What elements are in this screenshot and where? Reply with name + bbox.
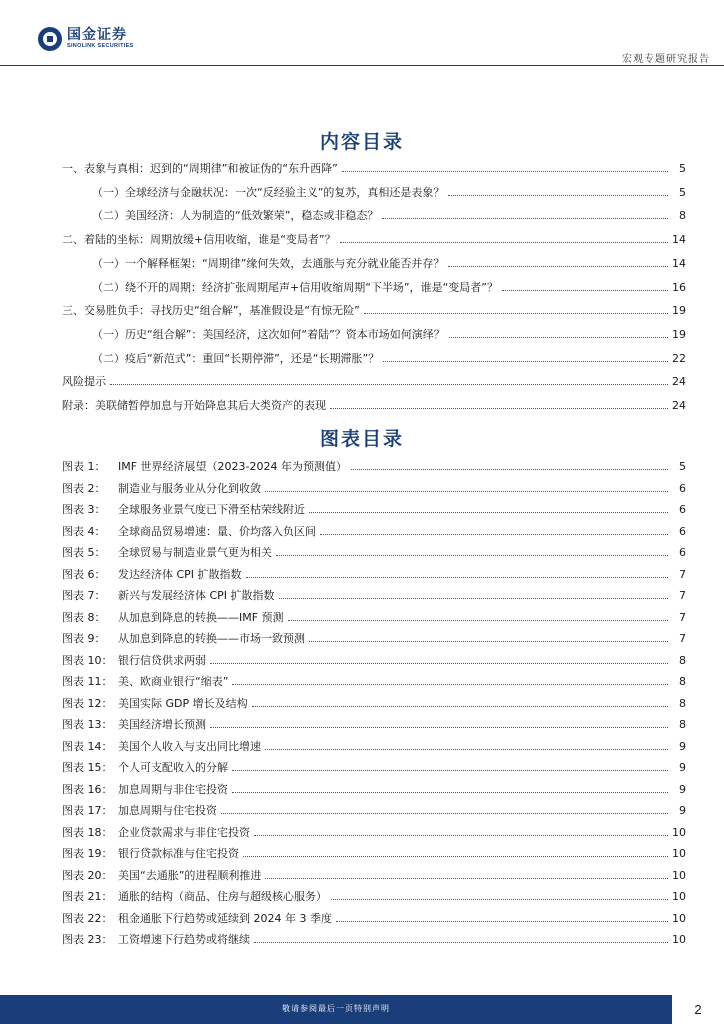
toc-entry-title: （一）历史“组合解”：美国经济，这次如何“着陆”？资本市场如何演绎？ xyxy=(92,327,445,341)
toc-entry[interactable] xyxy=(62,231,686,247)
figure-label: 图表 23： xyxy=(62,933,113,946)
dot-leader xyxy=(340,242,668,243)
figure-page: 6 xyxy=(679,481,686,495)
figure-label: 图表 14： xyxy=(62,739,113,753)
figure-entry[interactable] xyxy=(62,695,686,711)
dot-leader xyxy=(210,727,668,728)
figure-label: 图表 19： xyxy=(62,847,113,860)
dot-leader xyxy=(276,555,668,556)
dot-leader xyxy=(382,218,668,219)
figure-page: 8 xyxy=(679,675,686,688)
dot-leader xyxy=(309,512,668,513)
figure-title: 银行信贷供求两弱 xyxy=(118,653,206,667)
figure-title: 全球贸易与制造业景气更为相关 xyxy=(118,546,272,559)
toc-entry-title: （二）美国经济：人为制造的“低效繁荣”，稳态或非稳态？ xyxy=(92,209,379,223)
toc-entry-page: 19 xyxy=(672,304,686,318)
page-number: 2 xyxy=(694,1002,702,1017)
figure-label: 图表 7： xyxy=(62,589,106,602)
dot-leader xyxy=(449,337,668,338)
figure-entry[interactable] xyxy=(62,824,686,840)
figure-label: 图表 16： xyxy=(62,782,113,796)
toc-entry-page: 24 xyxy=(672,399,686,412)
figure-entry[interactable] xyxy=(62,888,686,904)
figure-title: 美、欧商业银行“缩表” xyxy=(118,675,229,688)
figure-entry[interactable] xyxy=(62,759,686,775)
toc-entry-page: 5 xyxy=(679,185,686,199)
figure-title: 银行贷款标准与住宅投资 xyxy=(118,847,239,860)
dot-leader xyxy=(232,792,668,793)
figure-label: 图表 1： xyxy=(62,460,106,473)
figure-entry[interactable] xyxy=(62,523,686,539)
figure-label: 图表 13： xyxy=(62,718,113,731)
logo-chinese-name: 国金证券 xyxy=(67,27,127,43)
figure-page: 6 xyxy=(679,546,686,559)
dot-leader xyxy=(502,290,668,291)
figure-title: 加息周期与非住宅投资 xyxy=(118,782,228,796)
figure-entry[interactable] xyxy=(62,673,686,689)
toc-entry[interactable] xyxy=(62,302,686,318)
figure-page: 10 xyxy=(672,868,686,882)
dot-leader xyxy=(110,384,668,385)
dot-leader xyxy=(252,706,668,707)
dot-leader xyxy=(265,878,668,879)
figure-page: 10 xyxy=(672,890,686,903)
figure-page: 7 xyxy=(679,610,686,624)
toc-title: 内容目录 xyxy=(319,131,404,153)
toc-entry-page: 19 xyxy=(672,327,686,341)
figure-entry[interactable] xyxy=(62,544,686,560)
toc-entry[interactable] xyxy=(92,326,686,342)
dot-leader xyxy=(254,835,668,836)
figure-entry[interactable] xyxy=(62,609,686,625)
figure-label: 图表 18： xyxy=(62,825,113,839)
toc-entry-page: 24 xyxy=(672,375,686,389)
figure-title: 全球服务业景气度已下滑至枯荣线附近 xyxy=(118,503,305,516)
figure-label: 图表 6： xyxy=(62,567,106,581)
figure-entry[interactable] xyxy=(62,931,686,947)
toc-entry-page: 22 xyxy=(672,351,686,365)
dot-leader xyxy=(342,171,668,172)
figure-title: 美国实际 GDP 增长及结构 xyxy=(118,696,248,710)
disclaimer-note: 敬请参阅最后一页特别声明 xyxy=(282,1004,390,1013)
figure-page: 10 xyxy=(672,847,686,860)
figure-label: 图表 11： xyxy=(62,675,113,688)
toc-entry[interactable] xyxy=(62,160,686,176)
figure-title: 新兴与发展经济体 CPI 扩散指数 xyxy=(118,589,275,602)
figures-title: 图表目录 xyxy=(319,428,404,450)
page-footer xyxy=(0,995,724,1024)
figure-label: 图表 12： xyxy=(62,696,113,710)
figure-label: 图表 15： xyxy=(62,761,113,774)
toc-entry-title: 三、交易胜负手：寻找历史“组合解”，基准假设是“有惊无险” xyxy=(62,304,360,318)
dot-leader xyxy=(351,469,668,470)
figure-title: 发达经济体 CPI 扩散指数 xyxy=(118,567,242,581)
toc-entry[interactable] xyxy=(62,373,686,389)
dot-leader xyxy=(330,408,668,409)
toc-entry-title: （一）全球经济与金融状况：一次“反经验主义”的复苏，真相还是表象？ xyxy=(92,185,445,199)
dot-leader xyxy=(221,813,668,814)
toc-entry-title: 附录：美联储暂停加息与开始降息其后大类资产的表现 xyxy=(62,399,326,412)
figure-entry[interactable] xyxy=(62,501,686,517)
dot-leader xyxy=(448,266,668,267)
figure-title: 租金通胀下行趋势或延续到 2024 年 3 季度 xyxy=(118,911,332,925)
toc-entry-page: 8 xyxy=(679,209,686,223)
company-logo xyxy=(38,27,134,51)
dot-leader xyxy=(243,856,668,857)
figure-title: 美国“去通胀”的进程顺利推进 xyxy=(118,868,262,882)
figure-page: 10 xyxy=(672,911,686,925)
figure-page: 7 xyxy=(679,589,686,602)
figure-entry[interactable] xyxy=(62,716,686,732)
figure-page: 9 xyxy=(679,739,686,753)
figure-title: 加息周期与住宅投资 xyxy=(118,804,217,817)
figure-title: IMF 世界经济展望（2023-2024 年为预测值） xyxy=(118,460,348,473)
toc-entry-page: 5 xyxy=(679,162,686,175)
figure-entry[interactable] xyxy=(62,480,686,496)
header-divider xyxy=(0,65,724,66)
toc-entry[interactable] xyxy=(92,279,686,295)
figure-page: 6 xyxy=(679,524,686,538)
dot-leader xyxy=(279,598,668,599)
document-type: 宏观专题研究报告 xyxy=(622,54,710,65)
figure-label: 图表 20： xyxy=(62,868,113,882)
figure-page: 6 xyxy=(679,503,686,516)
toc-entry-title: 一、表象与真相：迟到的“周期律”和被证伪的“东升西降” xyxy=(62,162,338,175)
toc-entry[interactable] xyxy=(62,397,686,413)
figure-entry[interactable] xyxy=(62,587,686,603)
toc-entry-page: 14 xyxy=(672,233,686,247)
logo-english-name: SINOLINK SECURITIES xyxy=(67,43,134,49)
toc-entry-title: （二）疫后“新范式”：重回“长期停滞”，还是“长期滞胀”？ xyxy=(92,351,380,365)
dot-leader xyxy=(265,749,668,750)
toc-entry-page: 14 xyxy=(672,256,686,270)
toc-entry-page: 16 xyxy=(672,280,686,294)
figure-page: 7 xyxy=(679,632,686,645)
figure-label: 图表 9： xyxy=(62,632,106,645)
toc-entry[interactable] xyxy=(92,207,686,223)
toc-entry-title: （一）一个解释框架：“周期律”缘何失效，去通胀与充分就业能否并存？ xyxy=(92,256,445,270)
figure-page: 8 xyxy=(679,718,686,731)
figure-title: 个人可支配收入的分解 xyxy=(118,761,228,774)
toc-entry[interactable] xyxy=(92,350,686,366)
dot-leader xyxy=(232,770,668,771)
figure-label: 图表 10： xyxy=(62,653,113,667)
dot-leader xyxy=(232,684,668,685)
figure-entry[interactable] xyxy=(62,845,686,861)
figure-entry[interactable] xyxy=(62,802,686,818)
figure-label: 图表 3： xyxy=(62,503,106,516)
figure-entry[interactable] xyxy=(62,458,686,474)
figure-page: 7 xyxy=(679,567,686,581)
figure-title: 从加息到降息的转换——IMF 预测 xyxy=(118,610,284,624)
dot-leader xyxy=(288,620,668,621)
figure-page: 10 xyxy=(672,933,686,946)
dot-leader xyxy=(336,921,668,922)
logo-icon xyxy=(38,27,62,51)
figure-title: 制造业与服务业从分化到收敛 xyxy=(118,481,261,495)
dot-leader xyxy=(265,491,668,492)
figure-entry[interactable] xyxy=(62,781,686,797)
figure-page: 10 xyxy=(672,825,686,839)
dot-leader xyxy=(246,577,668,578)
figure-entry[interactable] xyxy=(62,910,686,926)
figure-label: 图表 22： xyxy=(62,911,113,925)
figure-title: 从加息到降息的转换——市场一致预测 xyxy=(118,632,305,645)
dot-leader xyxy=(309,641,668,642)
figure-page: 8 xyxy=(679,653,686,667)
figure-label: 图表 21： xyxy=(62,890,113,903)
figure-label: 图表 17： xyxy=(62,804,113,817)
figure-title: 全球商品贸易增速：量、价均落入负区间 xyxy=(118,524,316,538)
toc-entry-title: 二、着陆的坐标：周期放缓+信用收缩，谁是“变局者”？ xyxy=(62,233,336,247)
figure-title: 企业贷款需求与非住宅投资 xyxy=(118,825,250,839)
figure-entry[interactable] xyxy=(62,566,686,582)
page-header xyxy=(0,0,724,66)
toc-entry-title: （二）绕不开的周期：经济扩张周期尾声+信用收缩周期“下半场”，谁是“变局者”？ xyxy=(92,280,499,294)
figure-page: 5 xyxy=(679,460,686,473)
figure-title: 通胀的结构（商品、住房与超级核心服务） xyxy=(118,890,327,903)
dot-leader xyxy=(254,942,668,943)
figure-entry[interactable] xyxy=(62,738,686,754)
figure-label: 图表 8： xyxy=(62,610,106,624)
dot-leader xyxy=(331,899,668,900)
figure-label: 图表 4： xyxy=(62,524,106,538)
dot-leader xyxy=(448,195,668,196)
figure-page: 9 xyxy=(679,804,686,817)
toc-entry[interactable] xyxy=(92,184,686,200)
dot-leader xyxy=(210,663,668,664)
figure-entry[interactable] xyxy=(62,867,686,883)
figure-title: 美国经济增长预测 xyxy=(118,718,206,731)
figure-entry[interactable] xyxy=(62,630,686,646)
figure-label: 图表 5： xyxy=(62,546,106,559)
figure-title: 工资增速下行趋势或将继续 xyxy=(118,933,250,946)
figure-entry[interactable] xyxy=(62,652,686,668)
toc-entry[interactable] xyxy=(92,255,686,271)
dot-leader xyxy=(383,361,668,362)
footer-bar xyxy=(0,995,672,1024)
figure-page: 9 xyxy=(679,761,686,774)
figure-label: 图表 2： xyxy=(62,481,106,495)
figure-page: 9 xyxy=(679,782,686,796)
dot-leader xyxy=(364,313,668,314)
figure-title: 美国个人收入与支出同比增速 xyxy=(118,739,261,753)
figure-page: 8 xyxy=(679,696,686,710)
dot-leader xyxy=(320,534,668,535)
toc-entry-title: 风险提示 xyxy=(62,375,106,389)
